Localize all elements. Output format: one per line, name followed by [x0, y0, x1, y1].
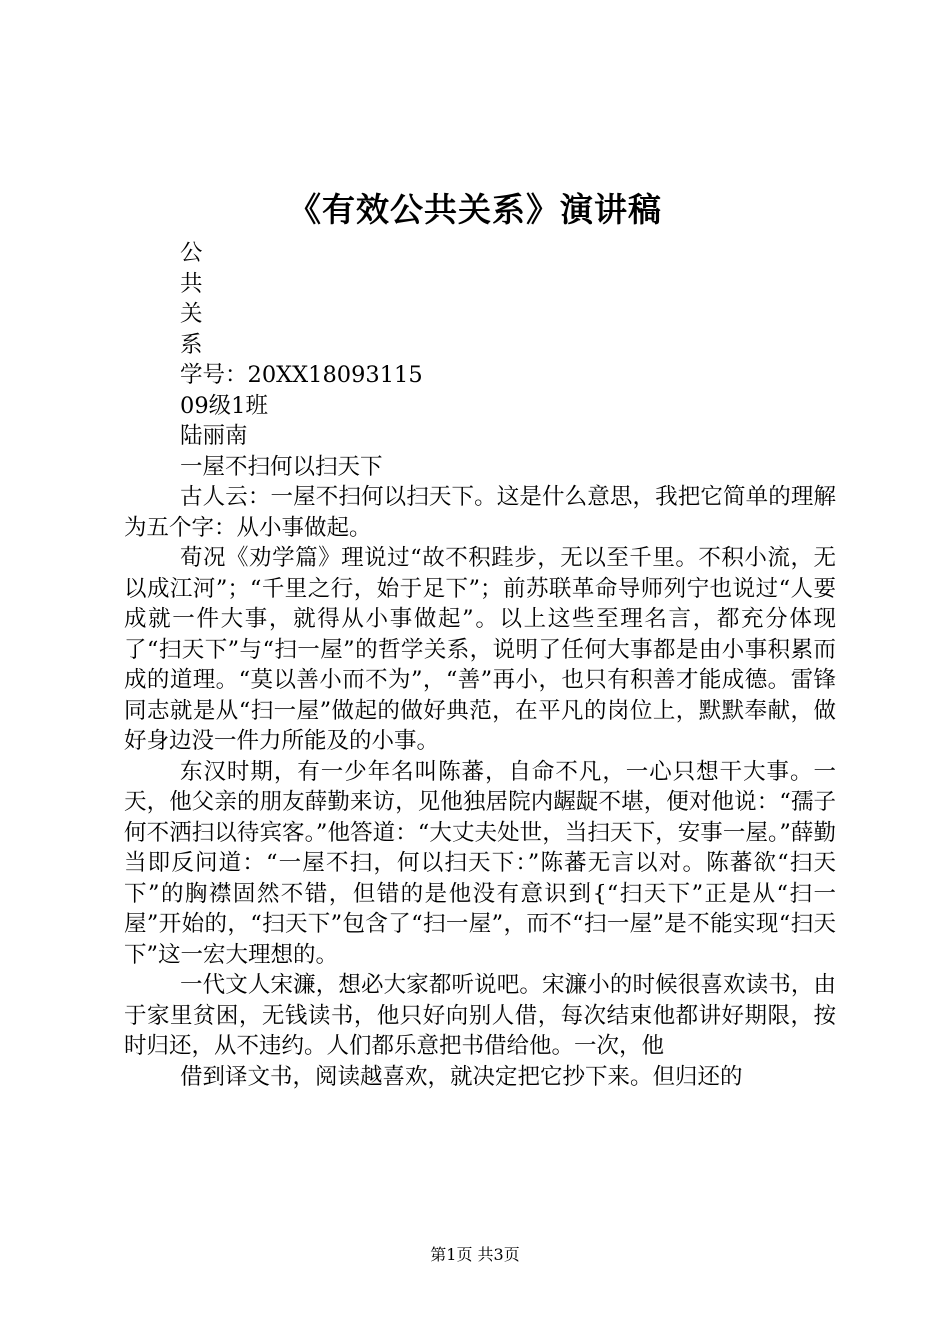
header-line: 共	[180, 270, 203, 297]
class-line: 09级1班	[180, 392, 268, 419]
paragraph: 荀况《劝学篇》理说过“故不积跬步，无以至千里。不积小流，无以成江河”；“千里之行，始于足下”；前苏联革命导师列宁也说过“人要成就一件大事，就得从小事做起”。以上这些至理名言，都充分体现了“扫天下”与“扫一屋”的哲学关系，说明了任何大事都是由小事积累而成的道理。“莫以善小而不为”，“善”再小，也只有积善才能成德。雷锋同志就是从“扫一屋”做起的做好典范，在平凡的岗位上，默默奉献，做好身边没一件力所能及的小事。	[124, 545, 836, 754]
header-line: 公	[180, 240, 203, 266]
author-name: 陆丽南	[180, 423, 248, 449]
header-line: 系	[180, 331, 203, 358]
student-id-line: 学号：20XX18093115	[180, 362, 423, 388]
paragraph: 东汉时期，有一少年名叫陈蕃，自命不凡，一心只想干大事。一天，他父亲的朋友薛勤来访，见他独居院内龌龊不堪，便对他说：“孺子何不洒扫以待宾客。”他答道：“大丈夫处世，当扫天下，安事一屋。”薛勤当即反问道：“一屋不扫，何以扫天下：”陈蕃无言以对。陈蕃欲“扫天下”的胸襟固然不错，但错的是他没有意识到{“扫天下”正是从“扫一屋”开始的，“扫天下”包含了“扫一屋”，而不“扫一屋”是不能实现“扫天下”这一宏大理想的。	[124, 758, 836, 968]
speech-subtitle: 一屋不扫何以扫天下	[180, 453, 383, 480]
document-body	[124, 238, 836, 1092]
paragraph: 借到译文书，阅读越喜欢，就决定把它抄下来。但归还的	[180, 1063, 743, 1090]
document-title: 《有效公共关系》演讲稿	[288, 190, 662, 229]
header-line: 关	[180, 301, 203, 327]
page-footer: 第1页 共3页	[430, 1245, 520, 1264]
paragraph: 古人云：一屋不扫何以扫天下。这是什么意思，我把它简单的理解为五个字：从小事做起。	[124, 484, 836, 541]
paragraph: 一代文人宋濂，想必大家都听说吧。宋濂小的时候很喜欢读书，由于家里贫困，无钱读书，他只好向别人借，每次结束他都讲好期限，按时归还，从不违约。人们都乐意把书借给他。一次，他	[124, 972, 836, 1059]
